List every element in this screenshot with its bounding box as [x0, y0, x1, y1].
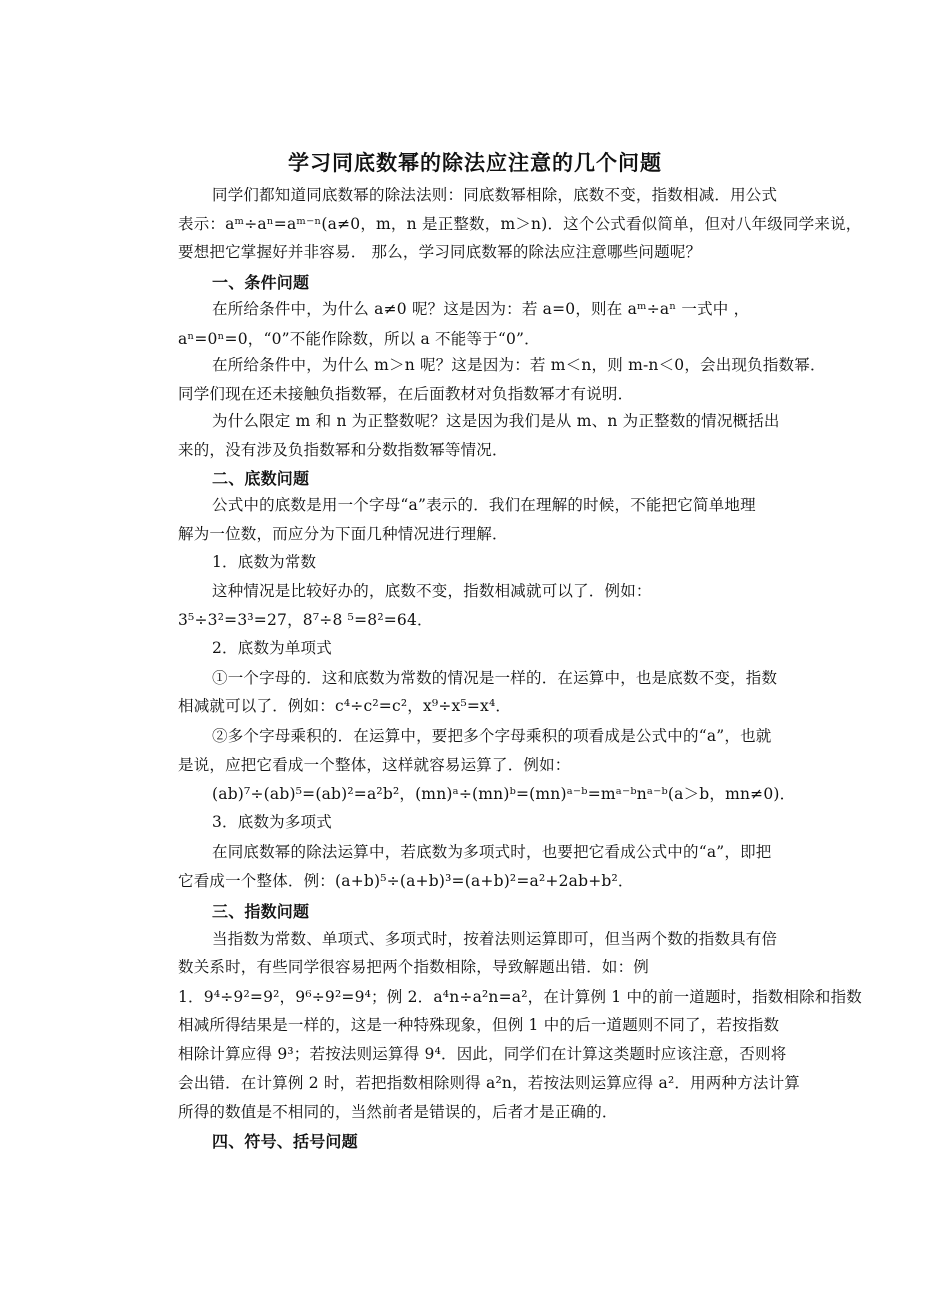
page-title: 学习同底数幂的除法应注意的几个问题 [288, 151, 662, 175]
section-heading-line [0, 466, 950, 494]
paragraph-text: 公式中的底数是用一个字母“a”表示的．我们在理解的时候，不能把它简单地理 [212, 496, 756, 514]
paragraph-text: 来的，没有涉及负指数幂和分数指数幂等情况． [178, 441, 508, 459]
paragraph-text: 它看成一个整体．例：(a+b)⁵÷(a+b)³=(a+b)²=a²+2ab+b²． [178, 872, 634, 890]
paragraph-line [0, 955, 950, 983]
paragraph-line [0, 782, 950, 810]
section-heading-line [0, 270, 950, 298]
section-heading-line [0, 1129, 950, 1157]
paragraph-line [0, 1071, 950, 1099]
section-heading: 一、条件问题 [212, 273, 310, 292]
paragraph-text: 相减就可以了．例如：c⁴÷c²=c²，x⁹÷x⁵=x⁴． [178, 697, 512, 715]
paragraph-text: ②多个字母乘积的．在运算中，要把多个字母乘积的项看成是公式中的“a”，也就 [212, 727, 772, 745]
paragraph-text: 数关系时，有些同学很容易把两个指数相除，导致解题出错．如：例 [178, 958, 650, 976]
paragraph-line [0, 869, 950, 897]
paragraph-text: 同学们都知道同底数幂的除法法则：同底数幂相除，底数不变，指数相减．用公式 [212, 186, 778, 204]
paragraph-text: ①一个字母的．这和底数为常数的情况是一样的．在运算中，也是底数不变，指数 [212, 669, 778, 687]
paragraph-line [0, 608, 950, 636]
paragraph-text: 当指数为常数、单项式、多项式时，按着法则运算即可，但当两个数的指数具有倍 [212, 930, 778, 948]
paragraph-line [0, 810, 950, 838]
section-heading: 二、底数问题 [212, 469, 310, 488]
paragraph-line [0, 327, 950, 355]
paragraph-line [0, 1013, 950, 1041]
paragraph-text: 解为一位数，而应分为下面几种情况进行理解． [178, 525, 508, 543]
paragraph-text: 3．底数为多项式 [212, 813, 332, 831]
paragraph-text: 会出错．在计算例 2 时，若把指数相除则得 a²n，若按法则运算应得 a²．用两种方法计算 [178, 1074, 800, 1092]
paragraph-text: (ab)⁷÷(ab)⁵=(ab)²=a²b²，(mn)ᵃ÷(mn)ᵇ=(mn)ᵃ⁻ᵇ=mᵃ⁻ᵇnᵃ⁻ᵇ(a＞b，mn≠0)． [212, 785, 796, 803]
paragraph-text: 要想把它掌握好并非容易． 那么，学习同底数幂的除法应注意哪些问题呢？ [178, 243, 702, 261]
paragraph-line [0, 753, 950, 781]
paragraph-text: 是说，应把它看成一个整体，这样就容易运算了．例如： [178, 756, 571, 774]
paragraph-text: 1．9⁴÷9²=9²，9⁶÷9²=9⁴；例 2．a⁴n÷a²n=a²，在计算例 1 中的前一道题时，指数相除和指数 [178, 988, 862, 1006]
paragraph-line [0, 927, 950, 955]
section-heading: 三、指数问题 [212, 902, 310, 921]
paragraph-line [0, 724, 950, 752]
paragraph-text: 在所给条件中，为什么 m＞n 呢？这是因为：若 m＜n，则 m-n＜0，会出现负指数幂． [212, 356, 826, 374]
paragraph-text: 同学们现在还未接触负指数幂，在后面教材对负指数幂才有说明． [178, 385, 634, 403]
paragraph-text: aⁿ=0ⁿ=0，“0”不能作除数，所以 a 不能等于“0”． [178, 330, 540, 348]
paragraph-line [0, 579, 950, 607]
paragraph-text: 这种情况是比较好办的，底数不变，指数相减就可以了．例如： [212, 582, 652, 600]
paragraph-line [0, 985, 950, 1013]
paragraph-text: 为什么限定 m 和 n 为正整数呢？这是因为我们是从 m、n 为正整数的情况概括出 [212, 412, 780, 430]
paragraph-text: 2．底数为单项式 [212, 639, 332, 657]
paragraph-line [0, 493, 950, 521]
section-heading: 四、符号、括号问题 [212, 1132, 358, 1151]
paragraph-text: 在所给条件中，为什么 a≠0 呢？这是因为：若 a=0，则在 aᵐ÷aⁿ 一式中 ， [212, 300, 750, 318]
paragraph-line [0, 522, 950, 550]
paragraph-line [0, 297, 950, 325]
paragraph-line [0, 1100, 950, 1128]
paragraph-line [0, 212, 950, 240]
paragraph-line [0, 240, 950, 268]
paragraph-line [0, 550, 950, 578]
paragraph-line [0, 183, 950, 211]
paragraph-text: 所得的数值是不相同的，当然前者是错误的，后者才是正确的． [178, 1103, 618, 1121]
paragraph-line [0, 694, 950, 722]
paragraph-line [0, 666, 950, 694]
paragraph-line [0, 1042, 950, 1070]
paragraph-text: 相除计算应得 9³；若按法则运算得 9⁴．因此，同学们在计算这类题时应该注意，否则将 [178, 1045, 787, 1063]
paragraph-text: 1．底数为常数 [212, 553, 317, 571]
paragraph-text: 在同底数幂的除法运算中，若底数为多项式时，也要把它看成公式中的“a”，即把 [212, 843, 772, 861]
paragraph-line [0, 636, 950, 664]
section-heading-line [0, 899, 950, 927]
paragraph-text: 相减所得结果是一样的，这是一种特殊现象，但例 1 中的后一道题则不同了，若按指数 [178, 1016, 780, 1034]
paragraph-line [0, 409, 950, 437]
paragraph-line [0, 840, 950, 868]
paragraph-line [0, 382, 950, 410]
paragraph-line [0, 438, 950, 466]
paragraph-line [0, 353, 950, 381]
paragraph-text: 3⁵÷3²=3³=27，8⁷÷8 ⁵=8²=64． [178, 611, 433, 629]
paragraph-text: 表示：aᵐ÷aⁿ=aᵐ⁻ⁿ(a≠0，m，n 是正整数，m＞n)．这个公式看似简单，但对八年级同学来说， [178, 215, 862, 233]
